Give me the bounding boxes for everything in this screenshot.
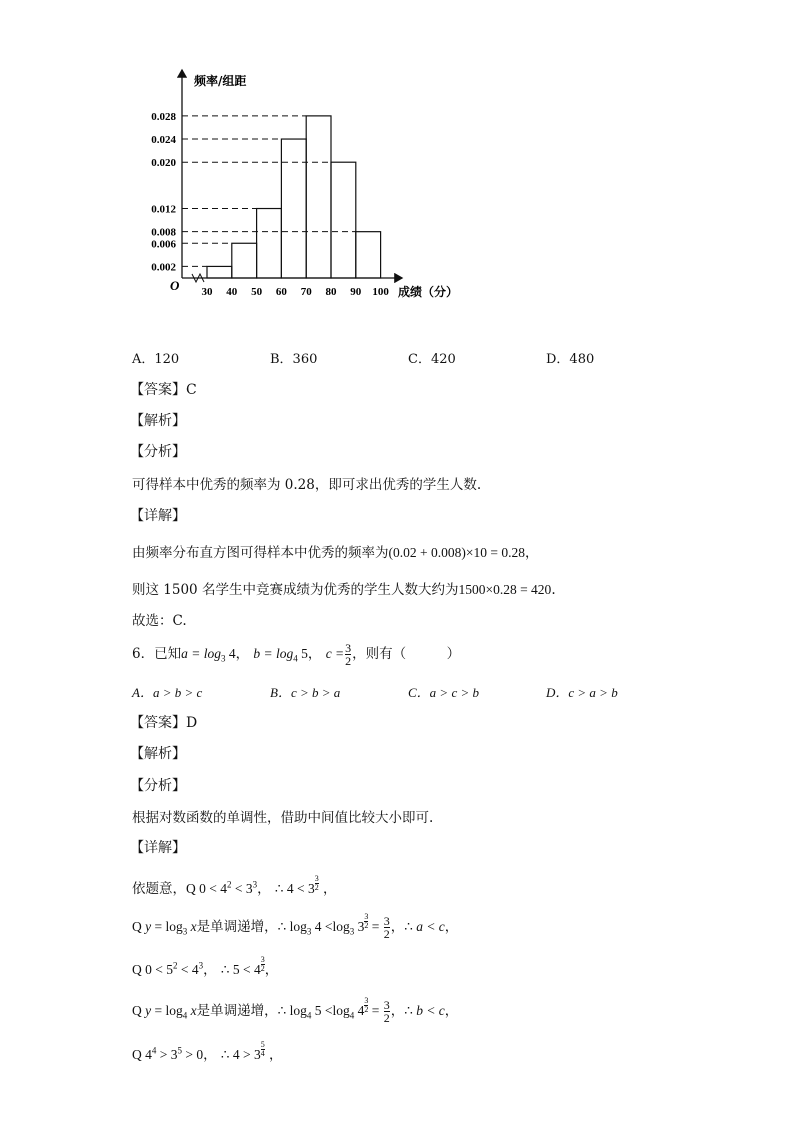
y-tick-label: 0.002 [151,261,176,274]
q6-option-b: B．c > b > a [270,685,341,700]
q6-stem: 6．已知$a = \log_3 4$， $b = \log_4 5$， c = $\frac{3}{2}$ ，则有（ ） [132,641,461,668]
q5-conclusion: 故选：C. [132,613,187,629]
q6-detail-line-1: 依题意，Q $0 < 4^2 < 3^3$， ∴ 4 < 3 $\frac{3}{2}$ ， [132,874,337,897]
q5-option-d: D．480 [546,352,595,367]
q6-jiexi-heading: 【解析】 [130,746,186,762]
q5-detail-line-2: 则这 1500 名学生中竞赛成绩为优秀的学生人数大约为1500×0.28 = 420. [132,582,556,598]
x-tick-label: 50 [251,286,263,298]
y-tick-label: 0.008 [151,226,176,239]
q6-a-def: $a = \log_3 4$ [181,646,236,664]
q6-analysis: 根据对数函数的单调性，借助中间值比较大小即可. [132,810,434,826]
q5-fenxi-heading: 【分析】 [130,444,186,460]
q5-detail-math-2: 1500×0.28 = 420 [458,582,552,597]
q5-option-b: B．360 [270,352,318,367]
y-axis-label: 频率/组距 [194,74,247,88]
y-tick-label: 0.006 [151,238,176,251]
q6-option-d: D．c > a > b [546,685,618,700]
q5-jiexi-heading: 【解析】 [130,413,186,429]
x-tick-label: 60 [275,286,287,298]
q6-option-a: A．a > b > c [132,685,203,700]
histogram-bar [356,232,381,278]
x-tick-label: 80 [325,286,337,298]
y-tick-label: 0.028 [151,110,176,123]
histogram-bar [281,139,306,278]
x-tick-label: 70 [300,286,312,298]
x-axis-label: 成绩（分） [398,285,459,299]
histogram-bar [257,209,282,278]
y-tick-label: 0.020 [151,157,176,170]
histogram-bar [331,162,356,278]
q5-analysis: 可得样本中优秀的频率为 0.28，即可求出优秀的学生人数. [132,477,482,493]
x-tick-label: 30 [201,286,213,298]
q6-fenxi-heading: 【分析】 [130,778,186,794]
q5-answer: 【答案】C [130,382,197,398]
y-tick-label: 0.024 [151,134,176,147]
q6-xiangjie-heading: 【详解】 [130,840,186,856]
histogram-bar [207,266,232,278]
q6-detail-line-2: Q $y = \log_3 x$是单调递增，∴ $\log_3 4 <\log_3$ 3 $\frac{3}{2}$ = $\frac{3}{2}$ ，∴ a < c， [132,912,459,941]
q6-detail-line-3: Q $0 < 5^2 < 4^3$， ∴ 5 < 4 $\frac{3}{2}$ ， [132,955,279,978]
x-tick-label: 100 [372,286,389,298]
axis-break-mark [192,274,204,282]
origin-label: O [170,278,180,293]
q5-option-a: A．120 [132,352,180,367]
q5-detail-math-1: (0.02 + 0.008)×10 = 0.28 [388,545,525,560]
q6-answer: 【答案】D [130,715,198,731]
x-tick-label: 40 [226,286,238,298]
q6-c-def: c = [325,646,345,661]
q5-xiangjie-heading: 【详解】 [130,508,186,524]
q6-b-def: $b = \log_4 5$ [253,646,308,664]
q6-option-c: C．a > c > b [408,685,479,700]
q5-detail-line-1: 由频率分布直方图可得样本中优秀的频率为(0.02 + 0.008)×10 = 0.28， [132,545,539,561]
y-tick-label: 0.012 [151,203,176,216]
q6-detail-line-4: Q $y = \log_4 x$是单调递增，∴ $\log_4 5 <\log_4$ 4 $\frac{3}{2}$ = $\frac{3}{2}$ ，∴ b < c， [132,996,459,1025]
frequency-histogram [130,60,470,305]
x-tick-label: 90 [350,286,362,298]
histogram-bar [232,243,257,278]
q5-option-c: C．420 [408,352,456,367]
histogram-bar [306,116,331,278]
q6-detail-line-5: Q $4^4 > 3^5 > 0$， ∴ 4 > 3 $\frac{5}{4}$ ， [132,1040,283,1063]
